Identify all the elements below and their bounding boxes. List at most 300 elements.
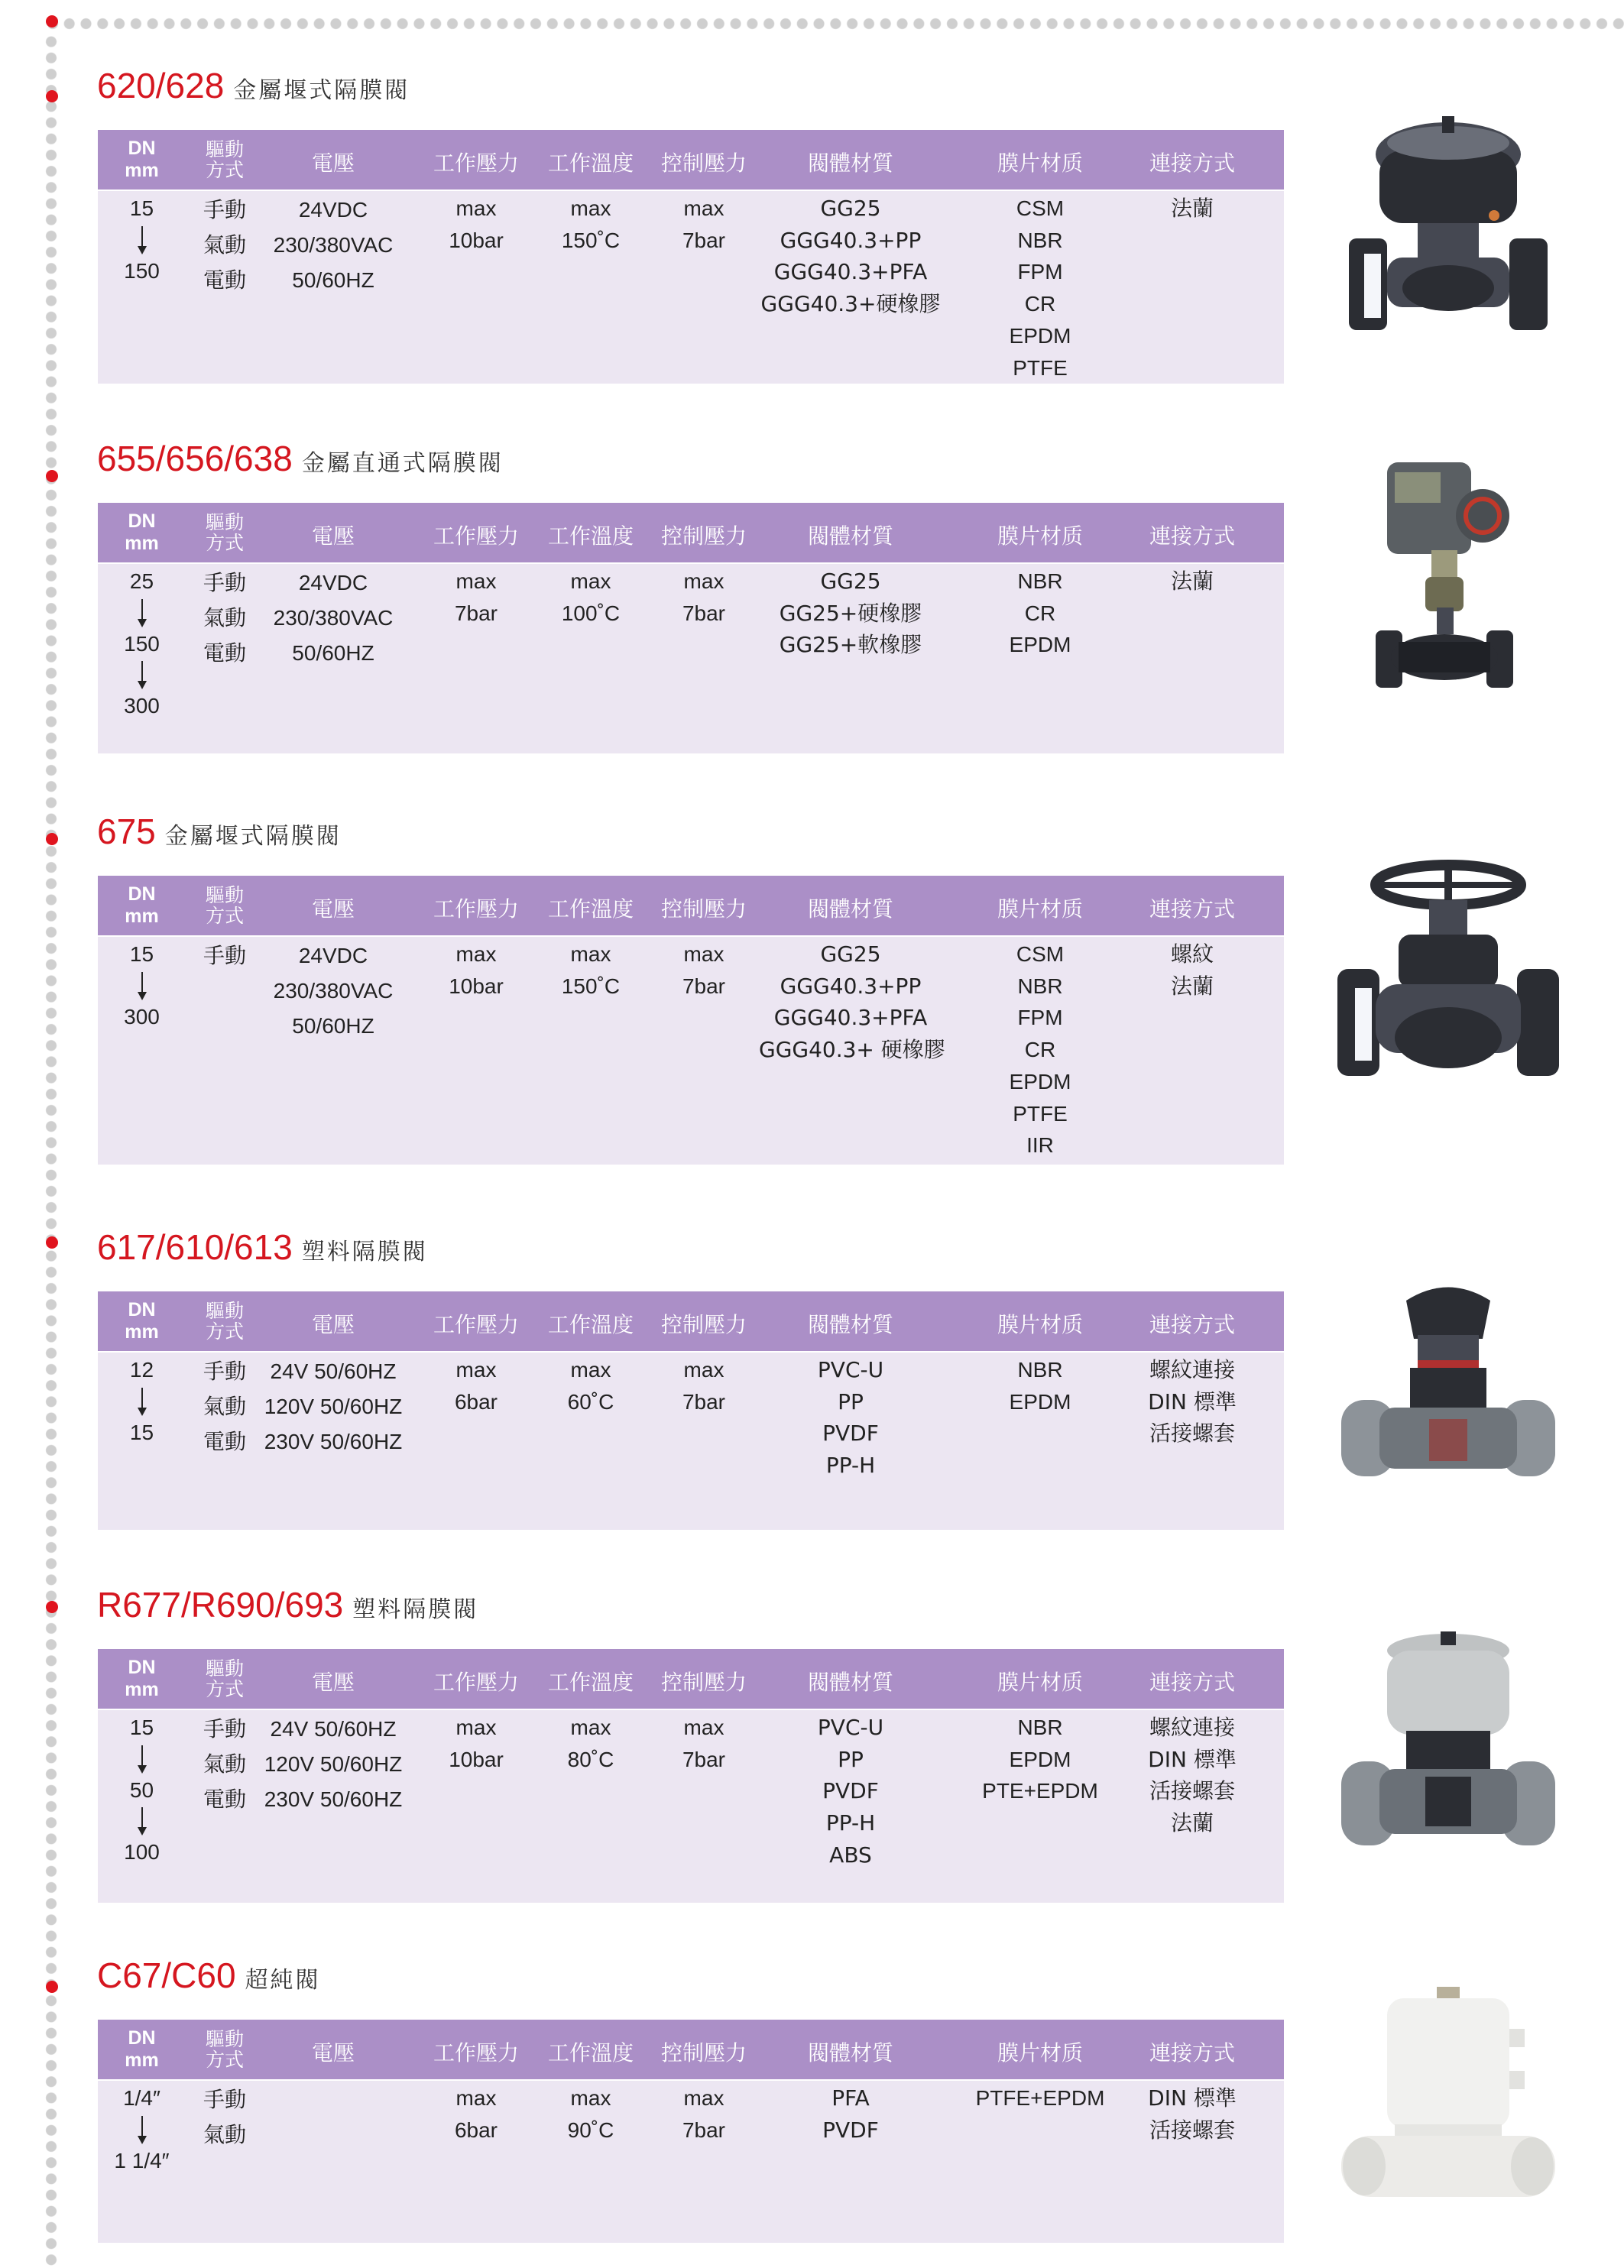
- dn-value: 50: [129, 1777, 154, 1802]
- body-material-value: GG25: [820, 196, 881, 221]
- control-pressure: [650, 1354, 757, 1418]
- table-body: [98, 191, 1284, 384]
- work-temp-value: max: [570, 1716, 611, 1739]
- body-material-value: PVDF: [822, 2117, 879, 2143]
- dn-value: 15: [129, 942, 154, 966]
- header-drive-line2: 方式: [205, 532, 244, 554]
- work-pressure-value: max: [455, 2086, 497, 2110]
- header-dn: DN: [128, 138, 156, 159]
- section-title: [97, 63, 410, 109]
- header-drive-line1: 驅動: [205, 2028, 244, 2050]
- header-dn: DN: [128, 510, 156, 532]
- valve-product-image: [1334, 854, 1563, 1087]
- control-pressure-value: max: [683, 196, 724, 220]
- diaphragm-material-value: NBR: [1017, 974, 1063, 998]
- voltage-value: 230V 50/60HZ: [264, 1787, 403, 1811]
- header-work-temp: 工作溫度: [547, 1670, 634, 1695]
- work-pressure-value: max: [455, 196, 497, 220]
- voltage-value: 24VDC: [298, 944, 368, 967]
- header-drive-line1: 驅動: [205, 1657, 244, 1680]
- diaphragm-material: [960, 193, 1120, 384]
- header-control-pressure: 控制壓力: [660, 151, 747, 176]
- model-number: R677/R690/693: [97, 1585, 344, 1625]
- control-pressure-value: 7bar: [682, 1389, 726, 1414]
- dn-value: 12: [129, 1358, 154, 1382]
- control-pressure: [650, 565, 757, 629]
- work-temp-value: max: [570, 1358, 611, 1382]
- header-voltage: 電壓: [311, 2040, 355, 2066]
- drive-mode: 氣動: [203, 2122, 246, 2147]
- work-temp-value: 60˚C: [567, 1389, 614, 1414]
- header-dn: DN: [128, 883, 156, 905]
- valve-product-image: [1334, 458, 1563, 691]
- header-dn-mm: [98, 883, 186, 928]
- header-drive-line1: 驅動: [205, 884, 244, 906]
- header-dn-mm: [98, 138, 186, 182]
- dn-range: [98, 1354, 186, 1448]
- section-title: [97, 436, 504, 481]
- body-material-value: PP-H: [825, 1810, 876, 1836]
- work-pressure: [423, 1712, 530, 1775]
- model-description: 超純閥: [245, 1967, 321, 1994]
- control-pressure: [650, 938, 757, 1002]
- drive-modes: [185, 2082, 264, 2153]
- diaphragm-material-value: NBR: [1017, 1716, 1063, 1739]
- control-pressure-value: 7bar: [682, 1747, 726, 1771]
- spec-table: [98, 1649, 1284, 1903]
- header-body-material: 閥體材質: [807, 151, 893, 176]
- work-temp: [537, 2082, 644, 2146]
- diaphragm-material-value: CSM: [1016, 942, 1065, 966]
- body-material: [759, 565, 942, 661]
- connection-type-value: 活接螺套: [1149, 1421, 1235, 1447]
- body-material: [759, 2082, 942, 2146]
- work-pressure-value: 10bar: [449, 974, 504, 998]
- connection-type-value: 法蘭: [1170, 196, 1214, 221]
- body-material-value: GG25+軟橡膠: [779, 632, 922, 658]
- header-drive-mode: [185, 885, 264, 926]
- body-material-value: PVDF: [822, 1421, 879, 1447]
- connection-type-value: 法蘭: [1170, 569, 1214, 594]
- diaphragm-material: [960, 2082, 1120, 2114]
- dotted-border-left: [44, 34, 58, 2268]
- header-drive-mode: [185, 1658, 264, 1699]
- header-connection: 連接方式: [1149, 523, 1235, 549]
- voltage-value: 230/380VAC: [273, 979, 394, 1003]
- dn-value: 15: [129, 1716, 154, 1739]
- header-mm: mm: [125, 533, 159, 554]
- down-arrow-icon: [127, 970, 157, 1001]
- dn-value: 15: [129, 196, 154, 220]
- control-pressure-value: max: [683, 2086, 724, 2110]
- model-number: 655/656/638: [97, 439, 293, 478]
- down-arrow-icon: [127, 598, 157, 628]
- header-body-material: 閥體材質: [807, 1670, 893, 1695]
- header-control-pressure: 控制壓力: [660, 896, 747, 922]
- table-body: [98, 1353, 1284, 1530]
- header-diaphragm-material: 膜片材质: [997, 1312, 1083, 1337]
- section-title: [97, 1224, 428, 1270]
- drive-mode: 手動: [203, 1716, 246, 1742]
- work-pressure-value: max: [455, 569, 497, 593]
- diaphragm-material-value: EPDM: [1009, 1389, 1071, 1414]
- control-pressure-value: max: [683, 1358, 724, 1382]
- spec-table: [98, 1291, 1284, 1530]
- header-work-temp: 工作溫度: [547, 151, 634, 176]
- voltage-value: 24VDC: [298, 198, 368, 222]
- dn-range: [98, 2082, 186, 2176]
- header-mm: mm: [125, 160, 159, 181]
- header-connection: 連接方式: [1149, 1670, 1235, 1695]
- header-dn: DN: [128, 1657, 156, 1678]
- diaphragm-material-value: FPM: [1017, 260, 1063, 284]
- work-temp: [537, 193, 644, 256]
- section-bullet: [46, 1601, 58, 1613]
- work-temp-value: 80˚C: [567, 1747, 614, 1771]
- dn-range: [98, 938, 186, 1032]
- diaphragm-material-value: IIR: [1026, 1133, 1054, 1158]
- work-temp-value: max: [570, 196, 611, 220]
- work-pressure: [423, 193, 530, 256]
- work-pressure: [423, 1354, 530, 1418]
- diaphragm-material-value: EPDM: [1009, 323, 1071, 348]
- connection-type-value: 活接螺套: [1149, 2117, 1235, 2143]
- table-header-row: [98, 130, 1284, 190]
- body-material-value: GGG40.3+PFA: [773, 1005, 928, 1031]
- header-connection: 連接方式: [1149, 151, 1235, 176]
- connection-type-value: 法蘭: [1170, 1810, 1214, 1836]
- work-pressure-value: max: [455, 1358, 497, 1382]
- header-connection: 連接方式: [1149, 2040, 1235, 2066]
- valve-product-image: [1334, 1628, 1563, 1860]
- diaphragm-material-value: CR: [1024, 292, 1056, 316]
- header-diaphragm-material: 膜片材质: [997, 151, 1083, 176]
- voltage-value: 24VDC: [298, 571, 368, 595]
- model-description: 金屬堰式隔膜閥: [164, 823, 342, 850]
- header-voltage: 電壓: [311, 896, 355, 922]
- header-drive-line1: 驅動: [205, 1300, 244, 1322]
- section-title: [97, 1582, 478, 1628]
- body-material: [759, 193, 942, 320]
- drive-mode: 氣動: [203, 1751, 246, 1777]
- dn-value: 100: [124, 1840, 160, 1865]
- diaphragm-material-value: PTFE+EPDM: [975, 2086, 1105, 2110]
- header-diaphragm-material: 膜片材质: [997, 523, 1083, 549]
- model-description: 塑料隔膜閥: [301, 1239, 428, 1265]
- drive-modes: [185, 193, 264, 298]
- header-dn-mm: [98, 1657, 186, 1701]
- table-header-row: [98, 1649, 1284, 1709]
- diaphragm-material-value: CR: [1024, 1038, 1056, 1062]
- header-mm: mm: [125, 1679, 159, 1700]
- voltage-value: 230/380VAC: [273, 233, 394, 257]
- body-material-value: PP: [838, 1746, 864, 1772]
- model-description: 金屬直通式隔膜閥: [301, 450, 504, 477]
- body-material-value: PP: [838, 1388, 864, 1414]
- section-bullet: [46, 1236, 58, 1249]
- header-dn-mm: [98, 1299, 186, 1343]
- dn-value: 1 1/4″: [114, 2148, 170, 2172]
- header-drive-line2: 方式: [205, 1320, 244, 1343]
- work-pressure-value: 7bar: [454, 601, 498, 625]
- body-material: [759, 938, 945, 1066]
- header-voltage: 電壓: [311, 151, 355, 176]
- header-diaphragm-material: 膜片材质: [997, 1670, 1083, 1695]
- drive-modes: [185, 938, 264, 974]
- drive-modes: [185, 565, 264, 671]
- header-drive-line2: 方式: [205, 1678, 244, 1700]
- header-work-pressure: 工作壓力: [433, 523, 519, 549]
- dn-value: 300: [124, 1004, 160, 1029]
- valve-product-image: [1334, 109, 1563, 341]
- body-material-value: PVC-U: [817, 1357, 884, 1382]
- work-pressure-value: max: [455, 942, 497, 966]
- diaphragm-material-value: NBR: [1017, 569, 1063, 593]
- connection-type-value: DIN 標準: [1148, 1746, 1237, 1772]
- header-work-temp: 工作溫度: [547, 2040, 634, 2066]
- red-dot-corner: [46, 15, 58, 28]
- header-dn-mm: [98, 510, 186, 555]
- work-temp-value: max: [570, 569, 611, 593]
- header-control-pressure: 控制壓力: [660, 2040, 747, 2066]
- header-diaphragm-material: 膜片材质: [997, 896, 1083, 922]
- connection-type: [1116, 938, 1269, 1002]
- model-number: 620/628: [97, 66, 225, 105]
- diaphragm-material-value: FPM: [1017, 1006, 1063, 1030]
- dn-range: [98, 565, 186, 722]
- drive-mode: 手動: [203, 1359, 246, 1384]
- drive-mode: 電動: [203, 267, 246, 293]
- drive-mode: 氣動: [203, 232, 246, 258]
- model-description: 金屬堰式隔膜閥: [233, 77, 410, 104]
- control-pressure-value: 7bar: [682, 2117, 726, 2142]
- table-header-row: [98, 876, 1284, 935]
- diaphragm-material-value: CSM: [1016, 196, 1065, 220]
- valve-product-image: [1334, 1270, 1563, 1502]
- diaphragm-material: [960, 565, 1120, 661]
- spec-table: [98, 2020, 1284, 2243]
- drive-mode: 電動: [203, 640, 246, 666]
- body-material-value: GGG40.3+PP: [780, 227, 922, 253]
- table-body: [98, 1710, 1284, 1903]
- body-material-value: PP-H: [825, 1453, 876, 1479]
- body-material-value: PVC-U: [817, 1715, 884, 1740]
- diaphragm-material-value: PTE+EPDM: [982, 1779, 1098, 1803]
- header-drive-line1: 驅動: [205, 511, 244, 533]
- header-mm: mm: [125, 1321, 159, 1343]
- diaphragm-material-value: CR: [1024, 601, 1056, 625]
- connection-type: [1116, 193, 1269, 225]
- connection-type-value: DIN 標準: [1148, 1388, 1237, 1414]
- control-pressure-value: max: [683, 942, 724, 966]
- dotted-border-top: [44, 17, 1624, 31]
- header-work-pressure: 工作壓力: [433, 2040, 519, 2066]
- diaphragm-material: [960, 938, 1120, 1162]
- work-pressure: [423, 2082, 530, 2146]
- header-voltage: 電壓: [311, 1312, 355, 1337]
- work-temp-value: 150˚C: [561, 228, 621, 252]
- voltage-value: 50/60HZ: [292, 641, 374, 665]
- header-work-pressure: 工作壓力: [433, 896, 519, 922]
- diaphragm-material: [960, 1354, 1120, 1418]
- header-body-material: 閥體材質: [807, 523, 893, 549]
- voltage-value: 24V 50/60HZ: [270, 1359, 397, 1383]
- header-work-pressure: 工作壓力: [433, 1670, 519, 1695]
- diaphragm-material-value: NBR: [1017, 228, 1063, 252]
- body-material-value: PFA: [831, 2085, 870, 2111]
- drive-mode: 手動: [203, 2087, 246, 2112]
- body-material-value: GGG40.3+PP: [780, 973, 922, 999]
- header-control-pressure: 控制壓力: [660, 1312, 747, 1337]
- connection-type-value: 螺紋: [1170, 941, 1214, 967]
- dn-value: 25: [129, 569, 154, 593]
- valve-product-image: [1334, 1983, 1563, 2215]
- section-bullet: [46, 90, 58, 102]
- header-voltage: 電壓: [311, 523, 355, 549]
- control-pressure: [650, 2082, 757, 2146]
- down-arrow-icon: [127, 225, 157, 255]
- header-body-material: 閥體材質: [807, 1312, 893, 1337]
- down-arrow-icon: [127, 659, 157, 690]
- diaphragm-material: [960, 1712, 1120, 1807]
- control-pressure: [650, 193, 757, 256]
- voltage-value: 24V 50/60HZ: [270, 1717, 397, 1741]
- drive-mode: 電動: [203, 1429, 246, 1454]
- header-work-temp: 工作溫度: [547, 1312, 634, 1337]
- header-drive-line2: 方式: [205, 905, 244, 927]
- diaphragm-material-value: PTFE: [1013, 355, 1068, 380]
- drive-modes: [185, 1354, 264, 1460]
- dn-value: 1/4″: [123, 2086, 160, 2110]
- model-number: 675: [97, 812, 156, 851]
- table-header-row: [98, 503, 1284, 562]
- header-body-material: 閥體材質: [807, 896, 893, 922]
- work-temp-value: 90˚C: [567, 2117, 614, 2142]
- down-arrow-icon: [127, 2114, 157, 2145]
- work-temp: [537, 565, 644, 629]
- work-temp-value: 150˚C: [561, 974, 621, 998]
- work-temp-value: max: [570, 2086, 611, 2110]
- control-pressure-value: 7bar: [682, 228, 726, 252]
- connection-type: [1116, 1354, 1269, 1450]
- voltage-values: [257, 565, 410, 671]
- down-arrow-icon: [127, 1744, 157, 1774]
- body-material-value: GGG40.3+ 硬橡膠: [759, 1037, 945, 1063]
- header-voltage: 電壓: [311, 1670, 355, 1695]
- work-pressure-value: 6bar: [454, 1389, 498, 1414]
- header-body-material: 閥體材質: [807, 2040, 893, 2066]
- table-body: [98, 937, 1284, 1165]
- spec-table: [98, 130, 1284, 384]
- header-diaphragm-material: 膜片材质: [997, 2040, 1083, 2066]
- model-number: C67/C60: [97, 1955, 236, 1995]
- header-work-pressure: 工作壓力: [433, 1312, 519, 1337]
- voltage-value: 230/380VAC: [273, 606, 394, 630]
- header-drive-mode: [185, 1301, 264, 1342]
- table-body: [98, 2081, 1284, 2243]
- work-pressure: [423, 938, 530, 1002]
- dn-range: [98, 193, 186, 287]
- voltage-values: [257, 1354, 410, 1460]
- connection-type: [1116, 1712, 1269, 1839]
- down-arrow-icon: [127, 1806, 157, 1836]
- drive-mode: 氣動: [203, 605, 246, 630]
- table-header-row: [98, 1291, 1284, 1351]
- control-pressure-value: 7bar: [682, 974, 726, 998]
- diaphragm-material-value: EPDM: [1009, 1747, 1071, 1771]
- work-temp-value: max: [570, 942, 611, 966]
- header-control-pressure: 控制壓力: [660, 523, 747, 549]
- connection-type-value: DIN 標準: [1148, 2085, 1237, 2111]
- work-pressure-value: 10bar: [449, 228, 504, 252]
- section-bullet: [46, 833, 58, 845]
- body-material-value: ABS: [829, 1842, 872, 1868]
- section-title: [97, 1952, 321, 1998]
- work-temp: [537, 938, 644, 1002]
- drive-modes: [185, 1712, 264, 1817]
- control-pressure-value: max: [683, 569, 724, 593]
- voltage-values: [257, 1712, 410, 1817]
- body-material-value: PVDF: [822, 1778, 879, 1804]
- diaphragm-material-value: EPDM: [1009, 633, 1071, 657]
- spec-table: [98, 503, 1284, 753]
- drive-mode: 電動: [203, 1787, 246, 1812]
- model-description: 塑料隔膜閥: [352, 1596, 479, 1623]
- table-header-row: [98, 2020, 1284, 2079]
- body-material-value: GGG40.3+PFA: [773, 259, 928, 285]
- connection-type-value: 螺紋連接: [1149, 1357, 1235, 1382]
- body-material: [759, 1712, 942, 1871]
- header-drive-line2: 方式: [205, 159, 244, 181]
- header-dn-mm: [98, 2027, 186, 2072]
- dn-value: 150: [124, 631, 160, 656]
- work-pressure-value: max: [455, 1716, 497, 1739]
- voltage-value: 120V 50/60HZ: [264, 1395, 403, 1418]
- body-material: [759, 1354, 942, 1482]
- diaphragm-material-value: NBR: [1017, 1358, 1063, 1382]
- connection-type-value: 活接螺套: [1149, 1778, 1235, 1804]
- connection-type: [1116, 2082, 1269, 2146]
- section-title: [97, 808, 342, 854]
- model-number: 617/610/613: [97, 1227, 293, 1267]
- work-temp: [537, 1712, 644, 1775]
- work-pressure-value: 6bar: [454, 2117, 498, 2142]
- body-material-value: GGG40.3+硬橡膠: [760, 291, 941, 317]
- voltage-value: 50/60HZ: [292, 1014, 374, 1038]
- header-dn: DN: [128, 2027, 156, 2049]
- header-drive-mode: [185, 139, 264, 180]
- header-control-pressure: 控制壓力: [660, 1670, 747, 1695]
- dn-value: 15: [129, 1420, 154, 1444]
- body-material-value: GG25: [820, 569, 881, 594]
- connection-type-value: 法蘭: [1170, 973, 1214, 999]
- body-material-value: GG25+硬橡膠: [779, 600, 922, 626]
- header-work-temp: 工作溫度: [547, 523, 634, 549]
- section-bullet: [46, 470, 58, 482]
- header-connection: 連接方式: [1149, 896, 1235, 922]
- header-dn: DN: [128, 1299, 156, 1320]
- dn-range: [98, 1712, 186, 1868]
- control-pressure: [650, 1712, 757, 1775]
- header-mm: mm: [125, 2049, 159, 2071]
- connection-type: [1116, 565, 1269, 598]
- header-drive-line2: 方式: [205, 2049, 244, 2071]
- diaphragm-material-value: PTFE: [1013, 1101, 1068, 1126]
- control-pressure-value: 7bar: [682, 601, 726, 625]
- table-body: [98, 564, 1284, 753]
- header-mm: mm: [125, 906, 159, 927]
- drive-mode: 手動: [203, 570, 246, 595]
